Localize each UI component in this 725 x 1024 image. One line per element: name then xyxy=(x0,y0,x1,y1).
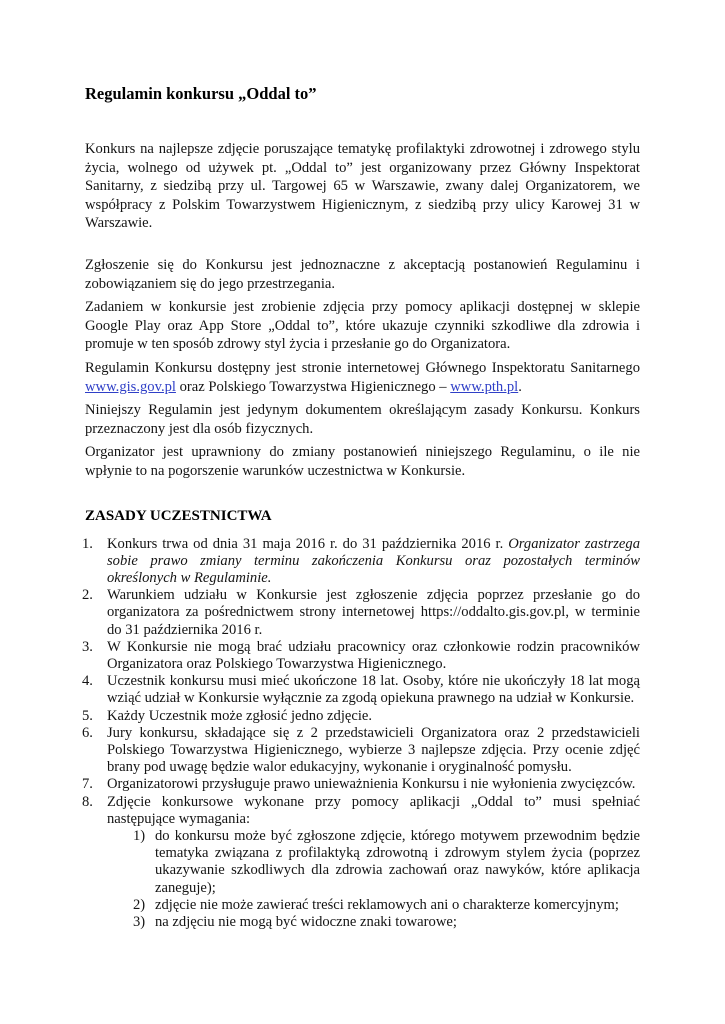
sub-rule-number: 1) xyxy=(133,827,146,844)
text-run: do konkursu może być zgłoszone zdjęcie, którego motywem przewodnim będzie tematyka związana z profilaktyką zdrowotną i zdrowym stylem życia (poprzez ukazywanie szkodliwych dla zdrowia zachowań oraz nawyków, które aplikacja zaneguje); xyxy=(155,827,640,896)
hyperlink[interactable]: www.gis.gov.pl xyxy=(85,378,176,395)
text-run: Każdy Uczestnik może zgłosić jedno zdjęcie. xyxy=(107,707,373,724)
rule-number: 4. xyxy=(82,673,93,690)
text-run: Organizator jest uprawniony do zmiany postanowień niniejszego Regulaminu, o ile nie wpłynie to na pogorszenie warunków uczestnictwa w Konkursie. xyxy=(85,444,640,479)
text-run: Niniejszy Regulamin jest jedynym dokumentem określającym zasady Konkursu. Konkurs przeznaczony jest dla osób fizycznych. xyxy=(85,402,640,437)
rules-list xyxy=(79,536,640,932)
rule-item xyxy=(79,673,640,707)
intro-paragraph xyxy=(85,443,640,480)
text-run: Warunkiem udziału w Konkursie jest zgłoszenie zdjęcia poprzez przesłanie go do organizatora za pośrednictwem strony internetowej https://oddalto.gis.gov.pl, w terminie do 31 października 2016 r. xyxy=(107,587,640,638)
sub-rule-number: 2) xyxy=(133,896,146,913)
rule-item xyxy=(79,708,640,725)
intro-paragraph xyxy=(85,298,640,354)
text-run: Konkurs na najlepsze zdjęcie poruszające tematykę profilaktyki zdrowotnej i zdrowego stylu życia, wolnego od używek pt. „Oddal to” jest organizowany przez Główny Inspektorat Sanitarny, z siedzibą przy ul. Targowej 65 w Warszawie, zwany dalej Organizatorem, we współpracy z Polskim Towarzystwem Higienicznym, z siedzibą przy ulicy Karowej 31 w Warszawie. xyxy=(85,141,640,232)
text-run: W Konkursie nie mogą brać udziału pracownicy oraz członkowie rodzin pracowników Organizatora oraz Polskiego Towarzystwa Higienicznego. xyxy=(107,638,640,672)
text-run: zdjęcie nie może zawierać treści reklamowych ani o charakterze komercyjnym; xyxy=(155,896,619,913)
document-title: Regulamin konkursu „Oddal to” xyxy=(85,84,317,103)
text-run: na zdjęciu nie mogą być widoczne znaki towarowe; xyxy=(155,913,457,930)
intro-paragraphs xyxy=(85,140,640,481)
rule-number: 3. xyxy=(82,638,93,655)
sub-rule-item xyxy=(133,914,640,931)
sub-rule-number: 3) xyxy=(133,913,146,930)
rule-number: 5. xyxy=(82,707,93,724)
rule-item xyxy=(79,725,640,777)
text-run: Zgłoszenie się do Konkursu jest jednoznaczne z akceptacją postanowień Regulaminu i zobowiązaniem się do jego przestrzegania. xyxy=(85,256,640,292)
intro-paragraph xyxy=(85,256,640,293)
text-run: Uczestnik konkursu musi mieć ukończone 18 lat. Osoby, które nie ukończyły 18 lat mogą wziąć udział w Konkursie wyłącznie za zgodą opiekuna prawnego na udział w Konkursie. xyxy=(107,673,640,707)
sub-rule-item xyxy=(133,897,640,914)
sub-rule-item xyxy=(133,828,640,897)
sub-rules-list xyxy=(133,828,640,931)
italic-text-run: Organizator zastrzega sobie prawo zmiany terminu zakończenia Konkursu oraz pozostałych terminów określonych w Regulaminie. xyxy=(107,535,641,586)
rule-item xyxy=(79,776,640,793)
text-run: Organizatorowi przysługuje prawo unieważnienia Konkursu i nie wyłonienia zwycięzców. xyxy=(107,776,636,793)
rule-item xyxy=(79,587,640,639)
intro-paragraph xyxy=(85,359,640,396)
rule-item xyxy=(79,536,640,588)
rule-number: 8. xyxy=(82,793,93,810)
rule-number: 6. xyxy=(82,724,93,741)
section-heading: ZASADY UCZESTNICTWA xyxy=(85,507,272,524)
hyperlink[interactable]: www.pth.pl xyxy=(450,378,519,395)
text-run: Konkurs trwa od dnia 31 maja 2016 r. do 31 października 2016 r. xyxy=(107,535,509,552)
text-run: . xyxy=(518,378,522,395)
intro-paragraph xyxy=(85,140,640,233)
text-run: Jury konkursu, składające się z 2 przedstawicieli Organizatora oraz 2 przedstawicieli Polskiego Towarzystwa Higienicznego, wybierze 3 najlepsze zdjęcia. Przy ocenie zdjęć brany pod uwagę będzie walor edukacyjny, wykonanie i oryginalność pomysłu. xyxy=(107,724,640,776)
rule-item xyxy=(79,794,640,932)
rule-item xyxy=(79,639,640,673)
intro-paragraph xyxy=(85,401,640,438)
text-run: oraz Polskiego Towarzystwa Higienicznego – xyxy=(175,378,451,395)
rule-number: 7. xyxy=(82,776,93,793)
rule-number: 1. xyxy=(82,535,93,552)
rule-number: 2. xyxy=(82,587,93,604)
text-run: Zadaniem w konkursie jest zrobienie zdjęcia przy pomocy aplikacji dostępnej w sklepie Google Play oraz App Store „Oddal to”, które ukazuje czynniki szkodliwe dla zdrowia i promuje w ten sposób zdrowy styl życia i przesłanie go do Organizatora. xyxy=(85,299,640,353)
text-run: Regulamin Konkursu dostępny jest stronie internetowej Głównego Inspektoratu Sanitarnego xyxy=(85,359,640,376)
text-run: Zdjęcie konkursowe wykonane przy pomocy aplikacji „Oddal to” musi spełniać następujące wymagania: xyxy=(107,793,640,827)
